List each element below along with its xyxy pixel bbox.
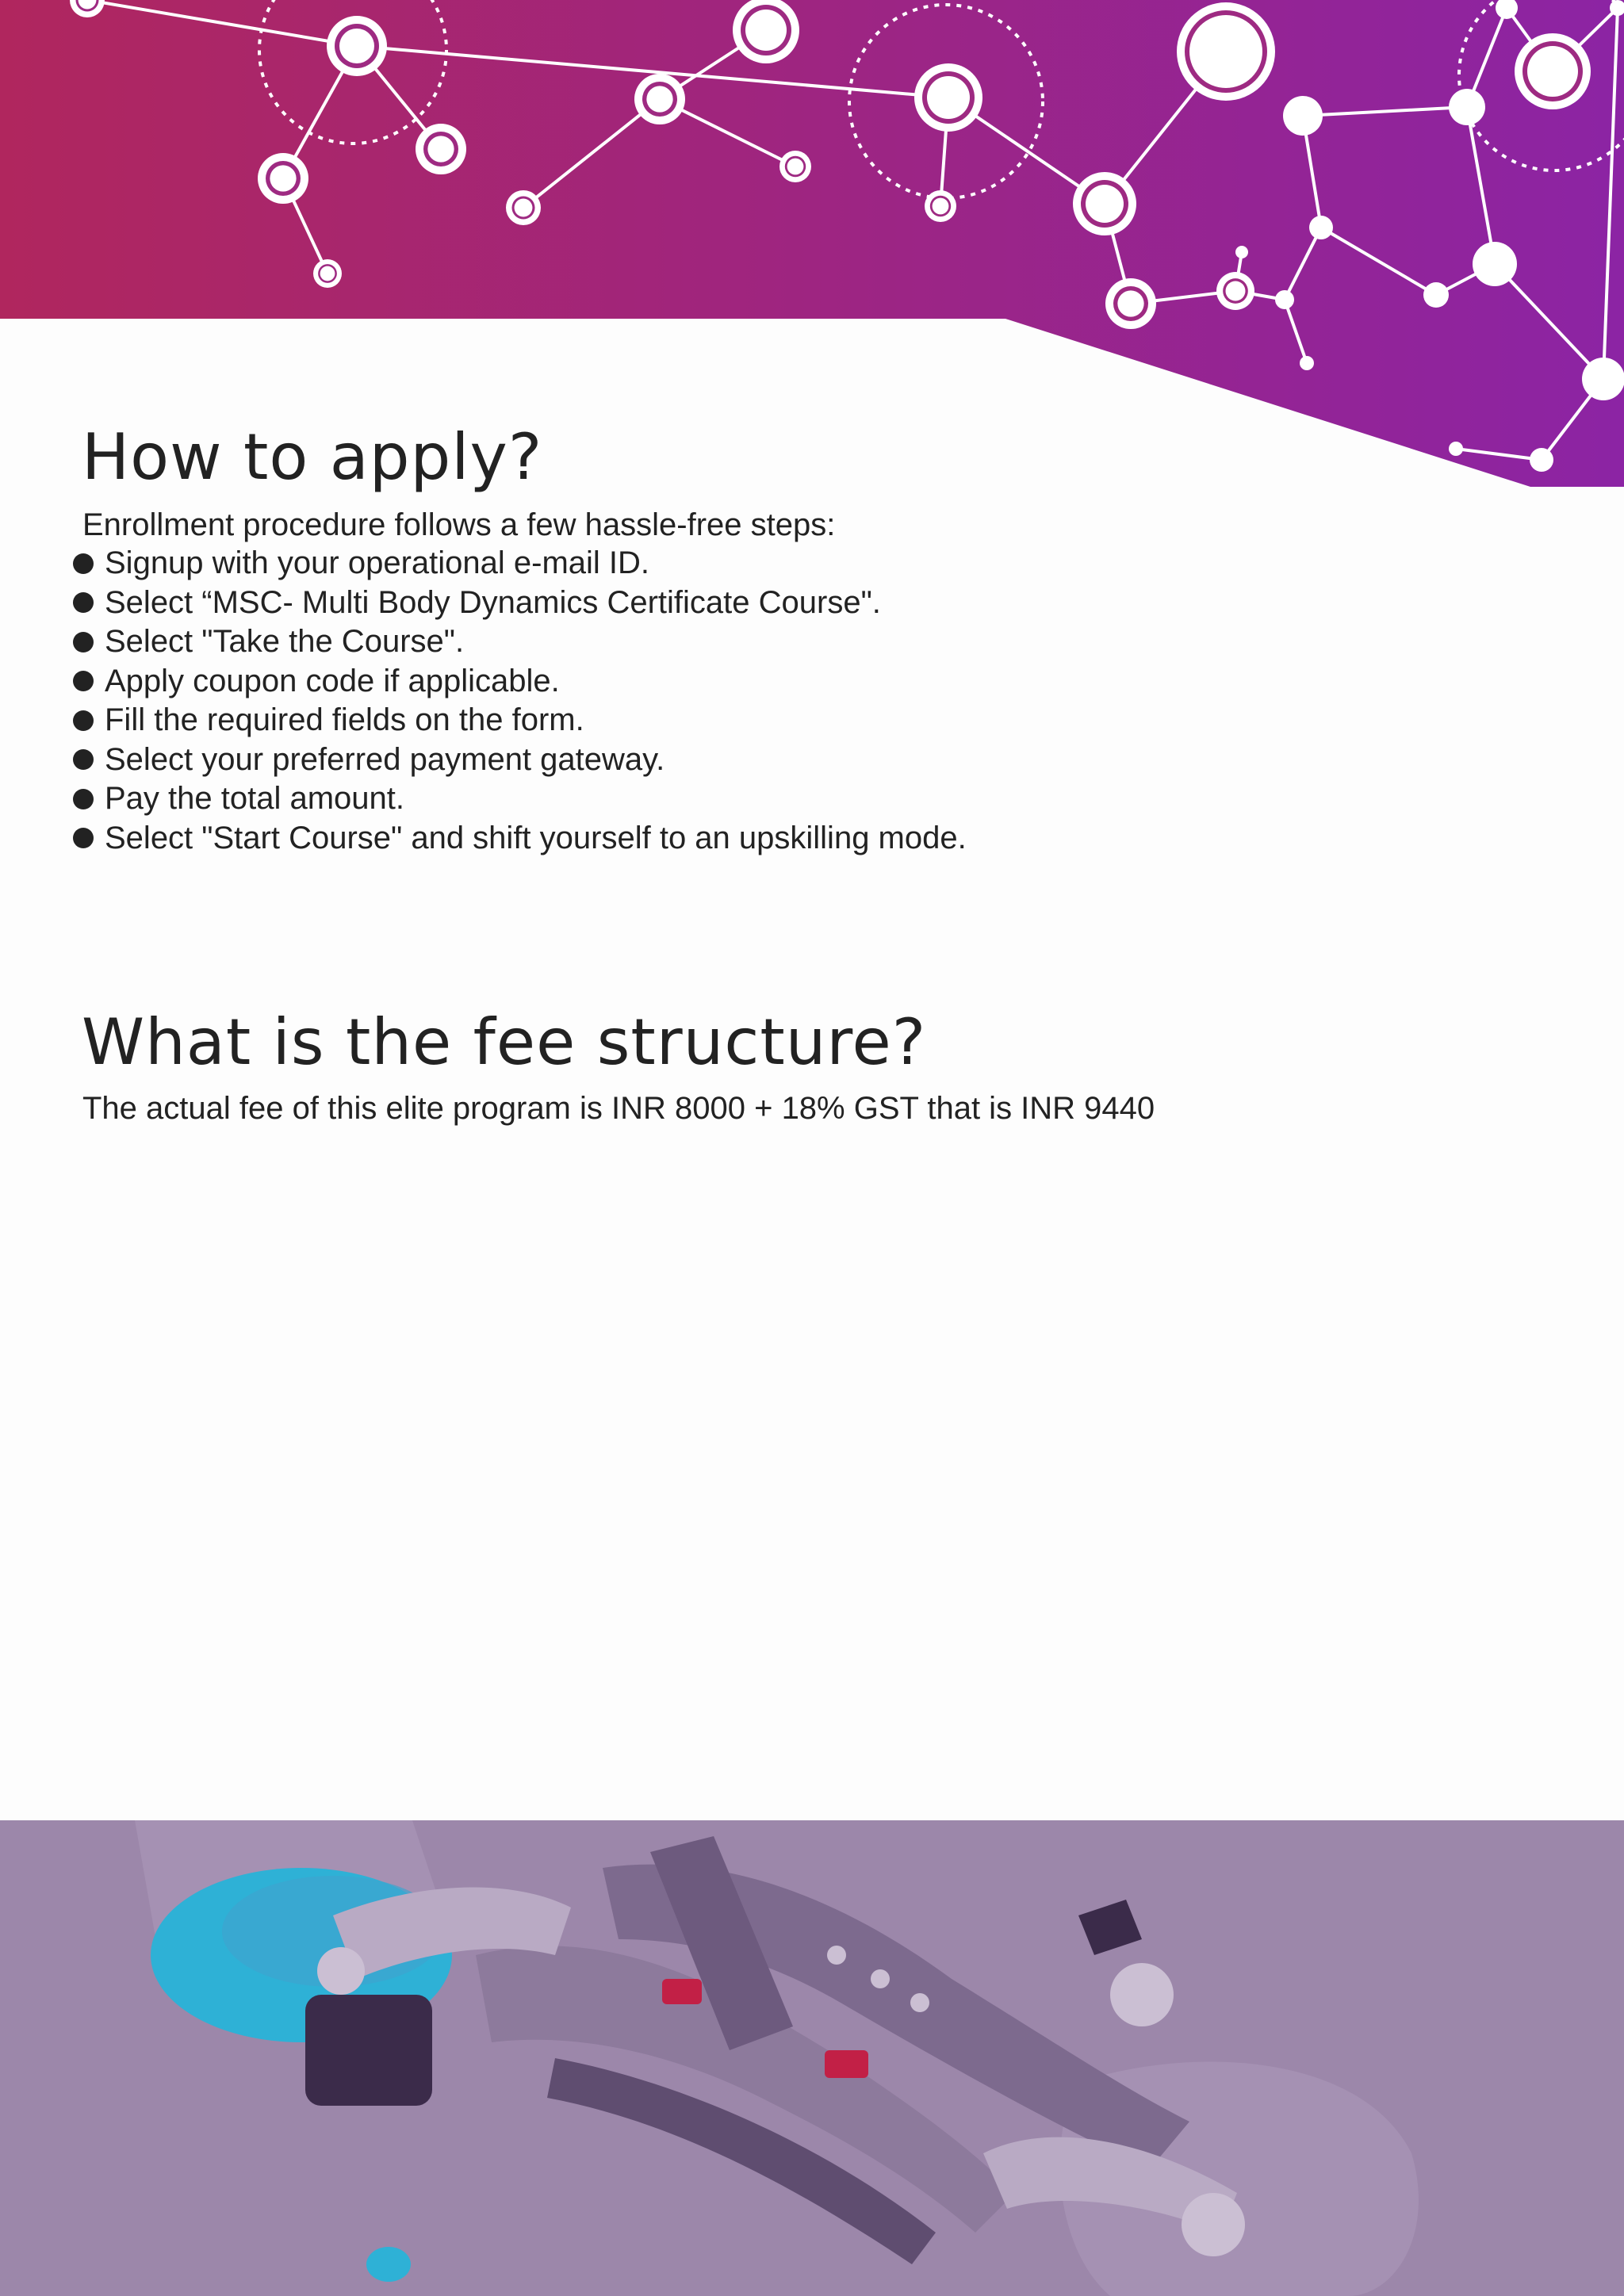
apply-intro: Enrollment procedure follows a few hassle-free steps: xyxy=(82,507,836,542)
network-node xyxy=(1216,272,1254,310)
network-node xyxy=(416,124,466,174)
apply-step-item xyxy=(73,701,967,740)
filled-circle-bullet-icon xyxy=(73,828,94,848)
red-mount-1 xyxy=(662,1979,702,2004)
apply-step-text: Select "Take the Course". xyxy=(105,624,465,660)
bushing-right xyxy=(1110,1963,1174,2026)
filled-circle-bullet-icon xyxy=(73,671,94,691)
molecule-network-icon xyxy=(0,0,1624,492)
filled-circle-bullet-icon xyxy=(73,710,94,731)
header-banner xyxy=(0,0,1624,492)
network-node xyxy=(1515,33,1591,109)
network-node xyxy=(506,190,541,225)
red-mount-2 xyxy=(825,2050,868,2078)
bolt-3 xyxy=(910,1993,929,2012)
network-node xyxy=(1309,216,1333,239)
network-node xyxy=(313,259,342,288)
apply-step-text: Select “MSC- Multi Body Dynamics Certificate Course". xyxy=(105,584,881,620)
hub-cylinder xyxy=(305,1995,432,2106)
network-node xyxy=(1473,242,1517,286)
network-node xyxy=(258,153,308,204)
network-node xyxy=(779,151,811,182)
network-node xyxy=(1275,290,1294,309)
fee-text: The actual fee of this elite program is INR 8000 + 18% GST that is INR 9440 xyxy=(82,1091,1155,1126)
gradient-band-shape xyxy=(0,0,1624,487)
bushing-left xyxy=(317,1947,365,1995)
small-blue-disc xyxy=(366,2247,411,2282)
apply-step-text: Fill the required fields on the form. xyxy=(105,702,584,738)
apply-step-text: Pay the total amount. xyxy=(105,781,405,817)
network-node xyxy=(327,16,387,76)
apply-step-item xyxy=(73,622,967,662)
apply-step-text: Select your preferred payment gateway. xyxy=(105,741,665,777)
apply-steps-list xyxy=(73,544,967,858)
network-node xyxy=(1449,89,1485,125)
network-node xyxy=(1423,282,1449,308)
apply-step-text: Apply coupon code if applicable. xyxy=(105,663,560,698)
network-node xyxy=(1073,172,1136,235)
network-node xyxy=(1105,278,1156,329)
bolt-2 xyxy=(871,1969,890,1988)
fee-heading: What is the fee structure? xyxy=(82,1005,927,1079)
apply-step-item xyxy=(73,740,967,780)
network-node xyxy=(1582,358,1624,400)
filled-circle-bullet-icon xyxy=(73,789,94,809)
apply-step-item xyxy=(73,662,967,702)
network-node xyxy=(1300,356,1314,370)
network-node xyxy=(1530,448,1553,472)
apply-step-item xyxy=(73,779,967,819)
network-node xyxy=(914,63,982,132)
network-node xyxy=(1283,96,1323,136)
vehicle-suspension-subframe-render xyxy=(0,1820,1624,2296)
apply-step-item xyxy=(73,819,967,859)
bushing-rear xyxy=(1182,2193,1245,2256)
network-node xyxy=(1177,2,1275,101)
apply-step-item xyxy=(73,544,967,584)
filled-circle-bullet-icon xyxy=(73,749,94,770)
apply-step-text: Select "Start Course" and shift yourself to an upskilling mode. xyxy=(105,820,967,855)
network-node xyxy=(1449,442,1463,456)
network-node xyxy=(925,190,956,222)
filled-circle-bullet-icon xyxy=(73,553,94,574)
bolt-1 xyxy=(827,1946,846,1965)
filled-circle-bullet-icon xyxy=(73,592,94,613)
network-node xyxy=(634,74,685,124)
filled-circle-bullet-icon xyxy=(73,632,94,652)
apply-heading: How to apply? xyxy=(82,420,543,494)
apply-step-item xyxy=(73,584,967,623)
apply-step-text: Signup with your operational e-mail ID. xyxy=(105,545,650,581)
footer-suspension-image xyxy=(0,1820,1624,2296)
network-node xyxy=(1235,246,1248,258)
